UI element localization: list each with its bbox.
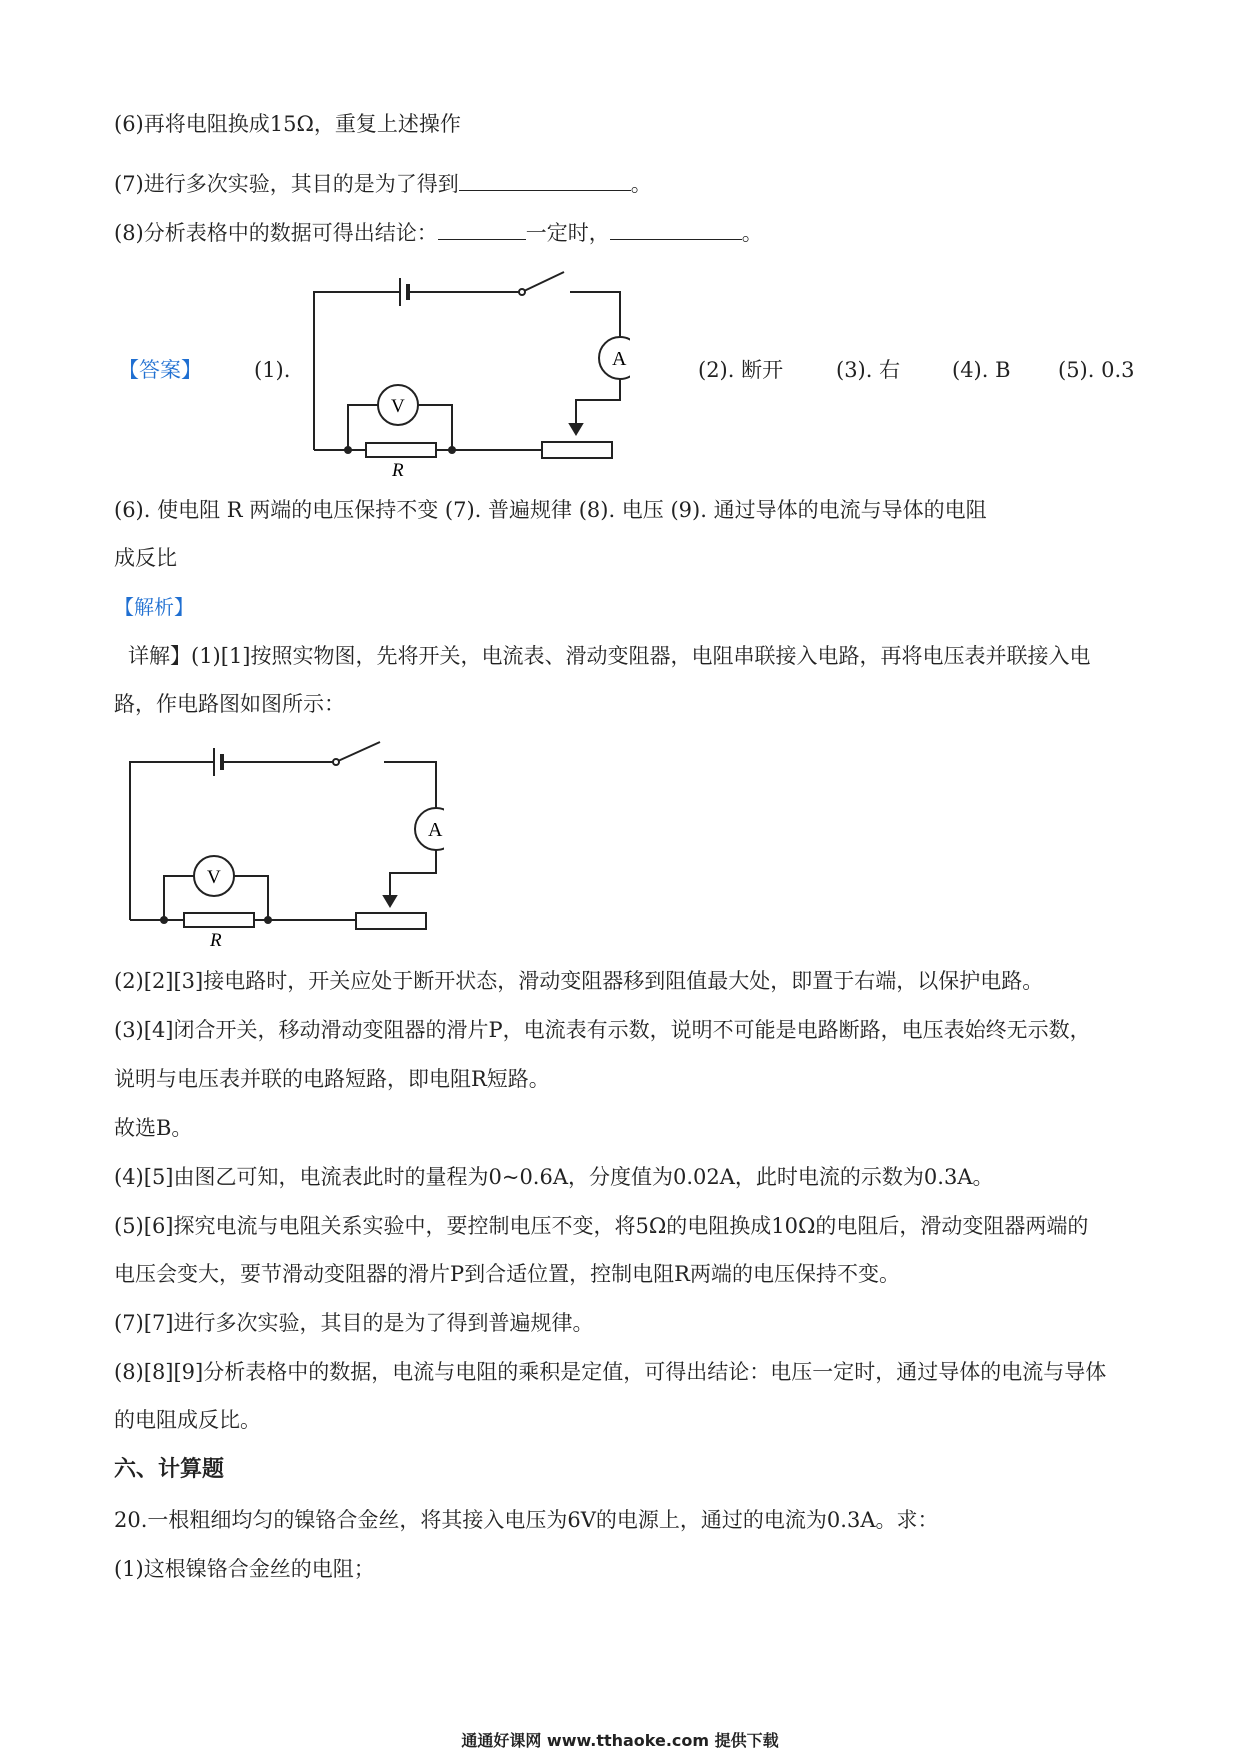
answer-blank [610, 219, 742, 240]
circuit-diagram-answer [300, 262, 630, 482]
ammeter-label: A [428, 819, 443, 841]
analysis-p3c: 故选B。 [114, 1116, 193, 1140]
analysis-p3a: (3)[4]闭合开关，移动滑动变阻器的滑片P，电流表有示数，说明不可能是电路断路，电压表始终无示数， [114, 1018, 1091, 1042]
answer-2: (2). 断开 [698, 358, 784, 382]
analysis-tag: 【解析】 [114, 595, 194, 619]
answer-line-2: (6). 使电阻 R 两端的电压保持不变 (7). 普遍规律 (8). 电压 (9). 通过导体的电流与导体的电阻 [114, 498, 987, 522]
answer-4: (4). B [952, 358, 1011, 382]
ammeter-label: A [612, 348, 627, 370]
question-8-end: 。 [741, 221, 763, 245]
answer-tag: 【答案】 [118, 358, 202, 382]
analysis-p5b: 电压会变大，要节滑动变阻器的滑片P到合适位置，控制电阻R两端的电压保持不变。 [114, 1262, 900, 1286]
analysis-p1b: 路，作电路图如图所示： [114, 692, 345, 716]
answer-5: (5). 0.3 [1058, 358, 1135, 382]
voltmeter-label: V [207, 867, 221, 888]
question-8-text: (8)分析表格中的数据可得出结论： [114, 221, 438, 245]
question-7-text: (7)进行多次实验，其目的是为了得到 [114, 172, 459, 196]
circuit-diagram-analysis [114, 738, 444, 958]
voltmeter-label: V [391, 396, 405, 417]
analysis-p1a: 详解】(1)[1]按照实物图，先将开关，电流表、滑动变阻器，电阻串联接入电路，再将电压表并联接入电 [128, 644, 1091, 668]
section-heading: 六、计算题 [114, 1457, 225, 1482]
question-20: 20.一根粗细均匀的镍铬合金丝，将其接入电压为6V的电源上，通过的电流为0.3A。求： [114, 1508, 939, 1532]
analysis-p5a: (5)[6]探究电流与电阻关系实验中，要控制电压不变，将5Ω的电阻换成10Ω的电阻后，滑动变阻器两端的 [114, 1214, 1089, 1238]
analysis-p7: (7)[7]进行多次实验，其目的是为了得到普遍规律。 [114, 1311, 594, 1335]
analysis-p4: (4)[5]由图乙可知，电流表此时的量程为0~0.6A，分度值为0.02A，此时电流的示数为0.3A。 [114, 1165, 994, 1189]
answer-3: (3). 右 [836, 358, 901, 382]
analysis-p8b: 的电阻成反比。 [114, 1408, 261, 1432]
question-8-mid: 一定时， [525, 221, 610, 245]
answer-line-3: 成反比 [114, 546, 177, 570]
question-7 [114, 170, 652, 198]
question-20-1: (1)这根镍铬合金丝的电阻； [114, 1557, 375, 1581]
question-8 [114, 219, 763, 247]
answer-1: (1). [254, 358, 291, 382]
footer: 通通好课网 www.tthaoke.com 提供下载 [461, 1731, 779, 1750]
question-7-end: 。 [630, 172, 652, 196]
question-6: (6)再将电阻换成15Ω，重复上述操作 [114, 112, 461, 136]
analysis-p3b: 说明与电压表并联的电路短路，即电阻R短路。 [114, 1067, 550, 1091]
resistor-label: R [210, 930, 222, 951]
resistor-label: R [392, 460, 404, 481]
answer-blank [459, 170, 631, 191]
analysis-p8a: (8)[8][9]分析表格中的数据，电流与电阻的乘积是定值，可得出结论：电压一定时，通过导体的电流与导体 [114, 1360, 1107, 1384]
analysis-p2: (2)[2][3]接电路时，开关应处于断开状态，滑动变阻器移到阻值最大处，即置于右端，以保护电路。 [114, 969, 1044, 993]
answer-blank [438, 219, 526, 240]
